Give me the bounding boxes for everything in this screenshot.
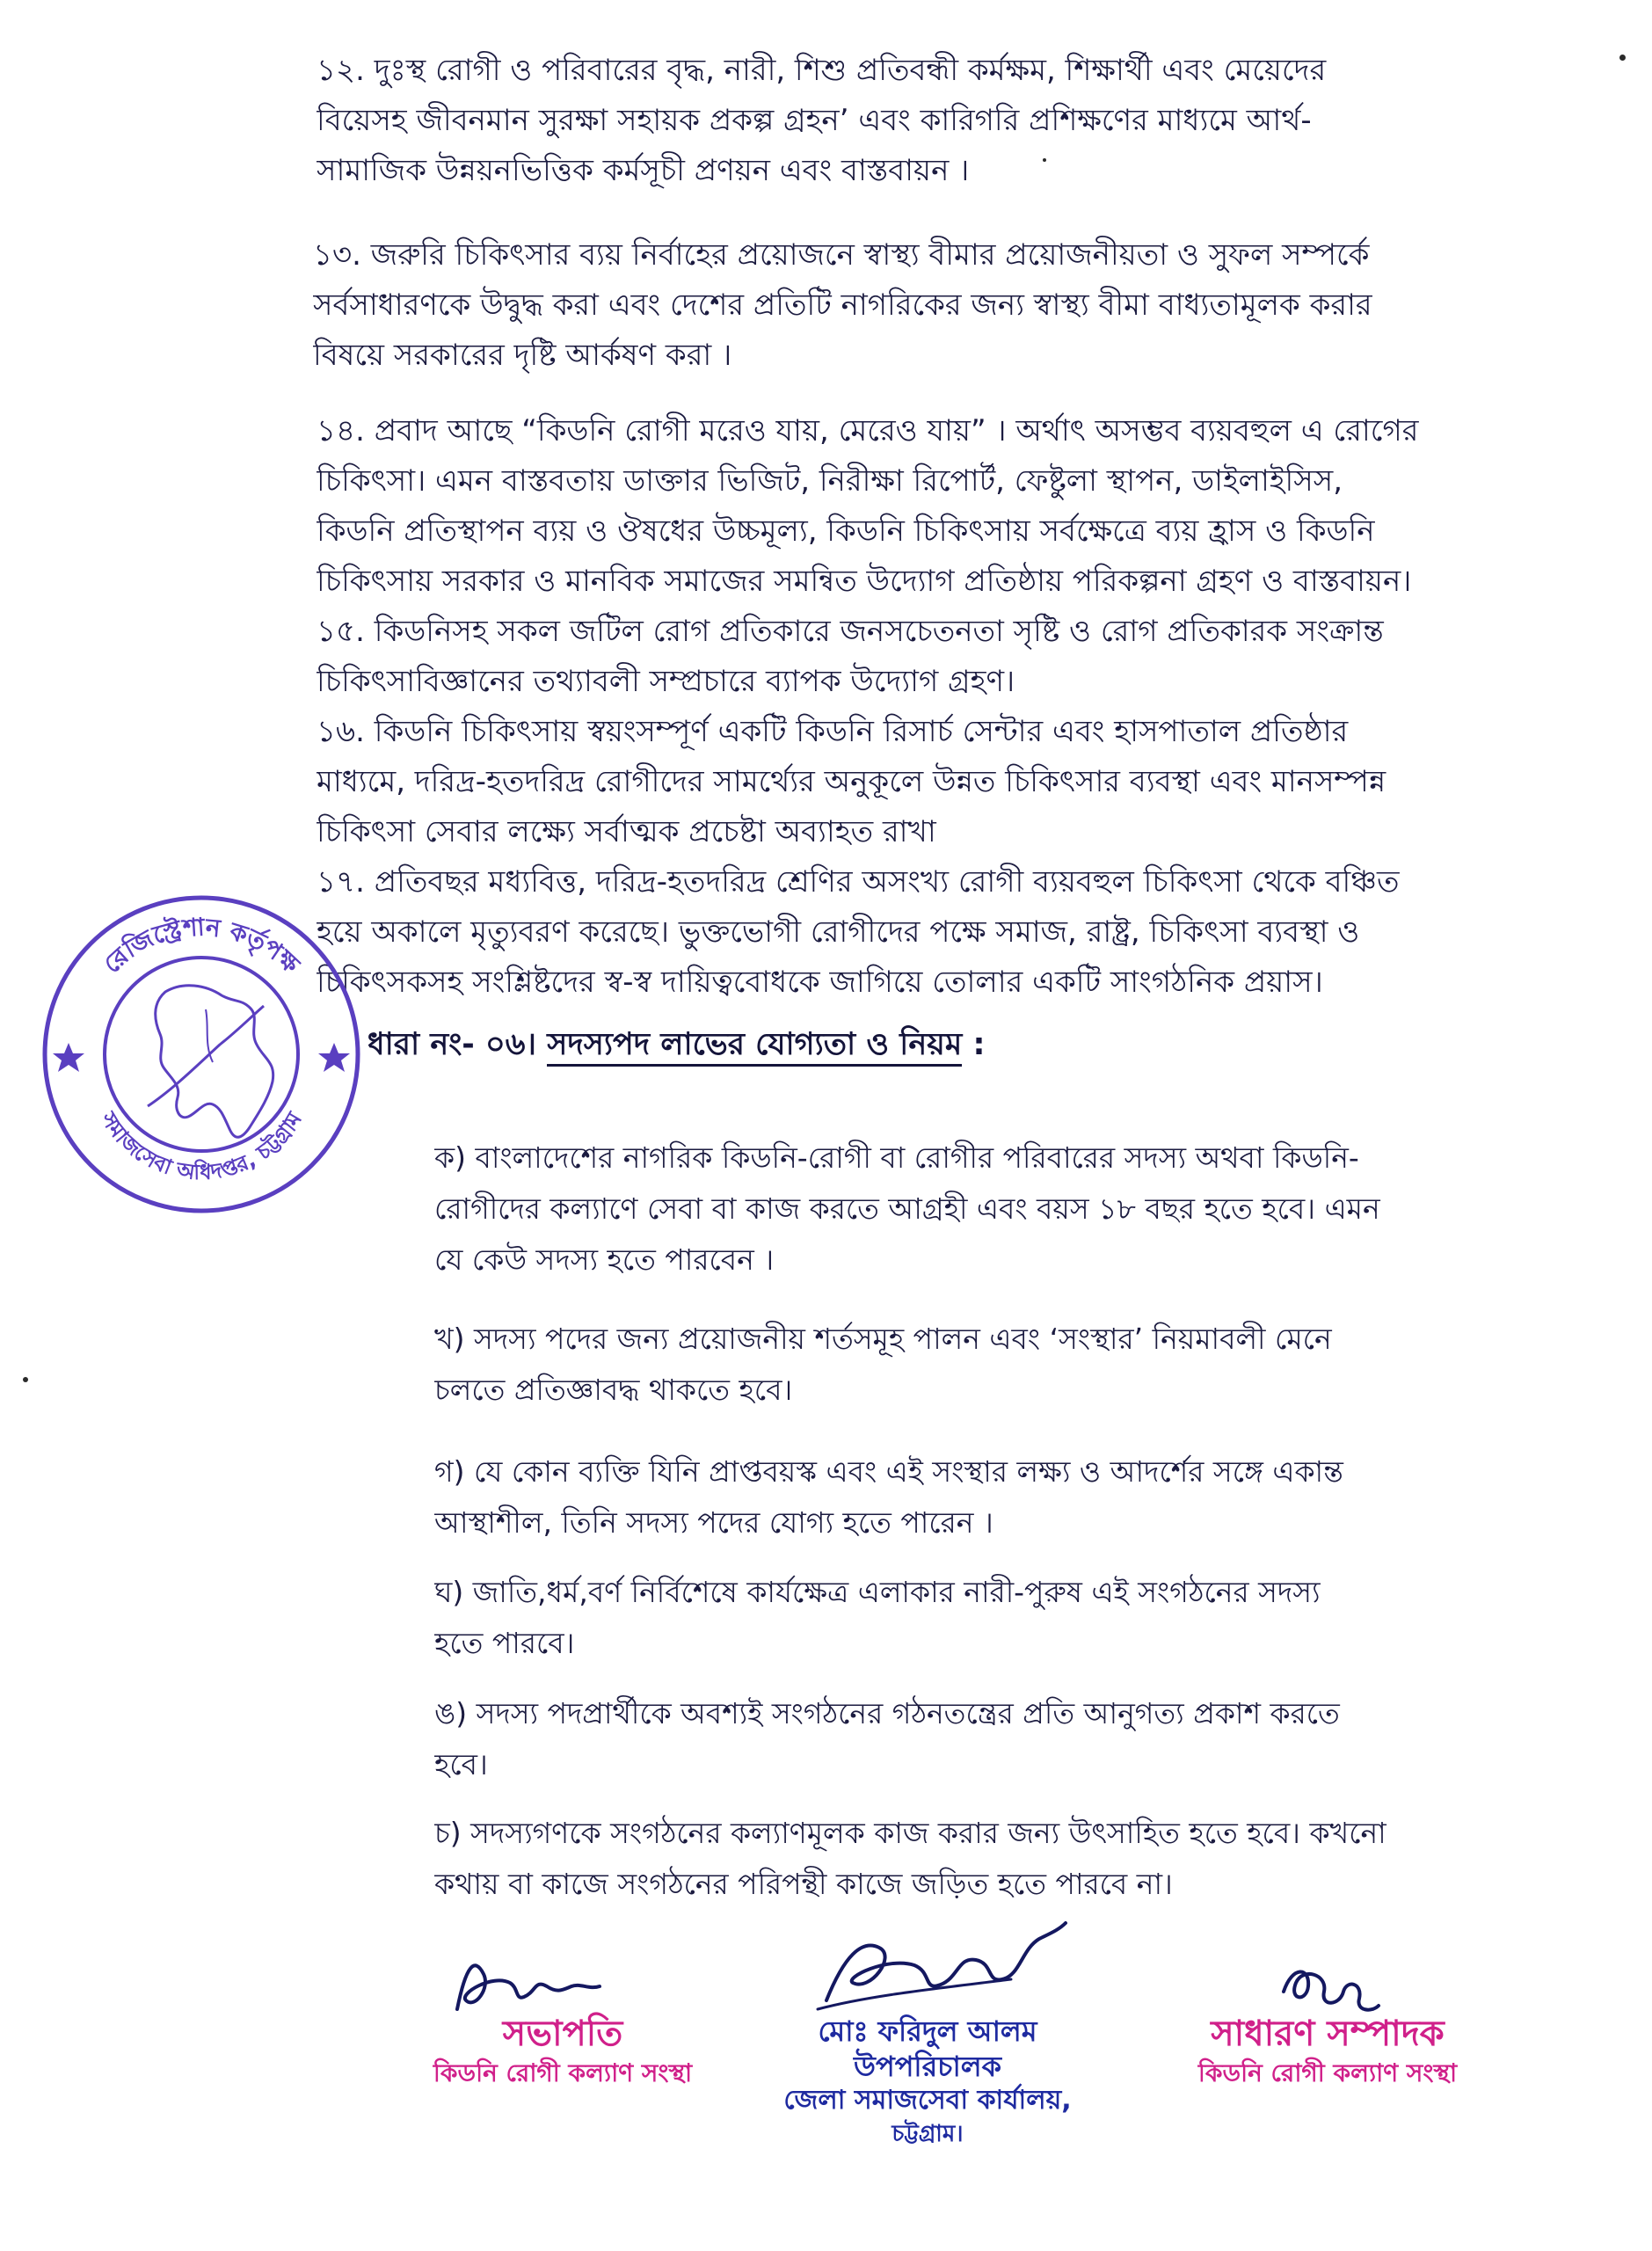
text-line: ১২. দুঃস্থ রোগী ও পরিবারের বৃদ্ধ, নারী, শিশু প্রতিবন্ধী কর্মক্ষম, শিক্ষার্থী এবং মেয়েদের bbox=[317, 53, 1327, 88]
section-colon: : bbox=[962, 1027, 986, 1062]
president-stamp bbox=[378, 2012, 747, 2091]
text-line: সর্বসাধারণকে উদ্বুদ্ধ করা এবং দেশের প্রতিটি নাগরিকের জন্য স্বাস্থ্য বীমা বাধ্যতামূলক করার bbox=[313, 288, 1372, 323]
text-line: রোগীদের কল্যাণে সেবা বা কাজ করতে আগ্রহী এবং বয়স ১৮ বছর হতে হবে। এমন bbox=[434, 1191, 1380, 1226]
text-line: চিকিৎসায় সরকার ও মানবিক সমাজের সমন্বিত উদ্যোগ প্রতিষ্ঠায় পরিকল্পনা গ্রহণ ও বাস্তবায়ন। bbox=[317, 564, 1412, 599]
objective-12 bbox=[317, 46, 1512, 196]
text-line: চ) সদস্যগণকে সংগঠনের কল্যাণমূলক কাজ করার জন্য উৎসাহিত হতে হবে। কখনো bbox=[434, 1816, 1386, 1850]
rule-cha bbox=[434, 1808, 1512, 1910]
rule-kha bbox=[434, 1314, 1512, 1416]
rule-umo bbox=[434, 1688, 1512, 1790]
text-line: চলতে প্রতিজ্ঞাবদ্ধ থাকতে হবে। bbox=[434, 1373, 793, 1407]
officer-signature bbox=[791, 1904, 1073, 2027]
officer-city: চট্টগ্রাম। bbox=[891, 2121, 964, 2147]
official-seal bbox=[33, 886, 369, 1222]
text-line: খ) সদস্য পদের জন্য প্রয়োজনীয় শর্তসমূহ পালন এবং ‘সংস্থার’ নিয়মাবলী মেনে bbox=[434, 1322, 1332, 1356]
objectives-14-17 bbox=[317, 406, 1512, 1008]
text-line: ঙ) সদস্য পদপ্রার্থীকে অবশ্যই সংগঠনের গঠনতন্ত্রের প্রতি আনুগত্য প্রকাশ করতে bbox=[434, 1696, 1340, 1730]
text-line: বিয়েসহ জীবনমান সুরক্ষা সহায়ক প্রকল্প গ্রহন’ এবং কারিগরি প্রশিক্ষণের মাধ্যমে আর্থ- bbox=[317, 103, 1312, 138]
text-line: ১৫. কিডনিসহ সকল জটিল রোগ প্রতিকারে জনসচেতনতা সৃষ্টি ও রোগ প্রতিকারক সংক্রান্ত bbox=[317, 614, 1384, 649]
text-line: কিডনি প্রতিস্থাপন ব্যয় ও ঔষধের উচ্চমূল্য, কিডনি চিকিৎসায় সর্বক্ষেত্রে ব্যয় হ্রাস ও কিডনি bbox=[317, 514, 1375, 549]
text-line: ১৪. প্রবাদ আছে “কিডনি রোগী মরেও যায়, মেরেও যায়” । অর্থাৎ অসম্ভব ব্যয়বহুল এ রোগের bbox=[317, 413, 1419, 448]
officer-name: মোঃ ফরিদুল আলম bbox=[818, 2014, 1037, 2048]
seal-top-text: রেজিস্ট্রেশান কর্তৃপক্ষ bbox=[97, 912, 306, 980]
text-line: বিষয়ে সরকারের দৃষ্টি আর্কষণ করা । bbox=[313, 338, 732, 373]
text-line: হতে পারবে। bbox=[434, 1626, 575, 1660]
rule-gha bbox=[434, 1567, 1512, 1669]
text-line: ১৭. প্রতিবছর মধ্যবিত্ত, দরিদ্র-হতদরিদ্র শ্রেণির অসংখ্য রোগী ব্যয়বহুল চিকিৎসা থেকে বঞ্চিত bbox=[317, 864, 1400, 900]
objective-13 bbox=[313, 230, 1512, 381]
seal-bottom-text: সমাজসেবা অধিদপ্তর, চট্টগ্রাম bbox=[95, 1107, 308, 1185]
text-line: ঘ) জাতি,ধর্ম,বর্ণ নির্বিশেষে কার্যক্ষেত্র এলাকার নারী-পুরুষ এই সংগঠনের সদস্য bbox=[434, 1575, 1321, 1609]
text-line: হয়ে অকালে মৃত্যুবরণ করেছে। ভুক্তভোগী রোগীদের পক্ষে সমাজ, রাষ্ট্র, চিকিৎসা ব্যবস্থা ও bbox=[317, 914, 1360, 950]
officer-office: জেলা সমাজসেবা কার্যালয়, bbox=[783, 2085, 1072, 2116]
president-title: সভাপতি bbox=[502, 2014, 623, 2054]
section-title: সদস্যপদ লাভের যোগ্যতা ও নিয়ম bbox=[547, 1027, 962, 1067]
section-number: ধারা নং- ০৬। bbox=[368, 1027, 537, 1062]
text-line: গ) যে কোন ব্যক্তি যিনি প্রাপ্তবয়স্ক এবং এই সংস্থার লক্ষ্য ও আদর্শের সঙ্গে একান্ত bbox=[434, 1454, 1343, 1489]
text-line: ক) বাংলাদেশের নাগরিক কিডনি-রোগী বা রোগীর পরিবারের সদস্য অথবা কিডনি- bbox=[434, 1140, 1359, 1175]
bangladesh-map-icon bbox=[148, 986, 273, 1137]
text-line: কথায় বা কাজে সংগঠনের পরিপন্থী কাজে জড়িত হতে পারবে না। bbox=[434, 1867, 1173, 1901]
scan-speck bbox=[1043, 158, 1046, 162]
secretary-stamp bbox=[1134, 2012, 1521, 2091]
text-line: চিকিৎসা সেবার লক্ষ্যে সর্বাত্মক প্রচেষ্টা অব্যাহত রাখা bbox=[317, 814, 936, 849]
text-line: যে কেউ সদস্য হতে পারবেন । bbox=[434, 1242, 775, 1277]
text-line: হবে। bbox=[434, 1747, 488, 1781]
text-line: মাধ্যমে, দরিদ্র-হতদরিদ্র রোগীদের সামর্থ্যের অনুকূলে উন্নত চিকিৎসার ব্যবস্থা এবং মানসম্পন্ন bbox=[317, 764, 1386, 799]
star-icon bbox=[318, 1043, 350, 1072]
officer-designation: উপপরিচালক bbox=[854, 2050, 1001, 2083]
president-org: কিডনি রোগী কল্যাণ সংস্থা bbox=[433, 2058, 693, 2087]
scan-speck bbox=[23, 1377, 28, 1382]
star-icon bbox=[53, 1043, 84, 1072]
text-line: আস্থাশীল, তিনি সদস্য পদের যোগ্য হতে পারেন । bbox=[434, 1505, 993, 1540]
text-line: চিকিৎসকসহ সংশ্লিষ্টদের স্ব-স্ব দায়িত্ববোধকে জাগিয়ে তোলার একটি সাংগঠনিক প্রয়াস। bbox=[317, 965, 1323, 1000]
secretary-title: সাধারণ সম্পাদক bbox=[1211, 2014, 1445, 2054]
text-line: ১৩. জরুরি চিকিৎসার ব্যয় নির্বাহের প্রয়োজনে স্বাস্থ্য বীমার প্রয়োজনীয়তা ও সুফল সম্পর্কে bbox=[313, 237, 1370, 273]
text-line: ১৬. কিডনি চিকিৎসায় স্বয়ংসম্পূর্ণ একটি কিডনি রিসার্চ সেন্টার এবং হাসপাতাল প্রতিষ্ঠার bbox=[317, 714, 1349, 749]
rule-ka bbox=[434, 1133, 1512, 1286]
text-line: চিকিৎসা। এমন বাস্তবতায় ডাক্তার ভিজিট, নিরীক্ষা রিপোর্ট, ফেষ্টুলা স্থাপন, ডাইলাইসিস, bbox=[317, 463, 1343, 499]
section-heading bbox=[368, 1020, 985, 1072]
text-line: সামাজিক উন্নয়নভিত্তিক কর্মসূচী প্রণয়ন এবং বাস্তবায়ন । bbox=[317, 153, 970, 188]
scan-speck bbox=[1619, 55, 1626, 61]
text-line: চিকিৎসাবিজ্ঞানের তথ্যাবলী সম্প্রচারে ব্যাপক উদ্যোগ গ্রহণ। bbox=[317, 664, 1015, 699]
rule-ga bbox=[434, 1446, 1512, 1548]
secretary-org: কিডনি রোগী কল্যাণ সংস্থা bbox=[1197, 2058, 1458, 2087]
officer-stamp bbox=[743, 2014, 1112, 2151]
